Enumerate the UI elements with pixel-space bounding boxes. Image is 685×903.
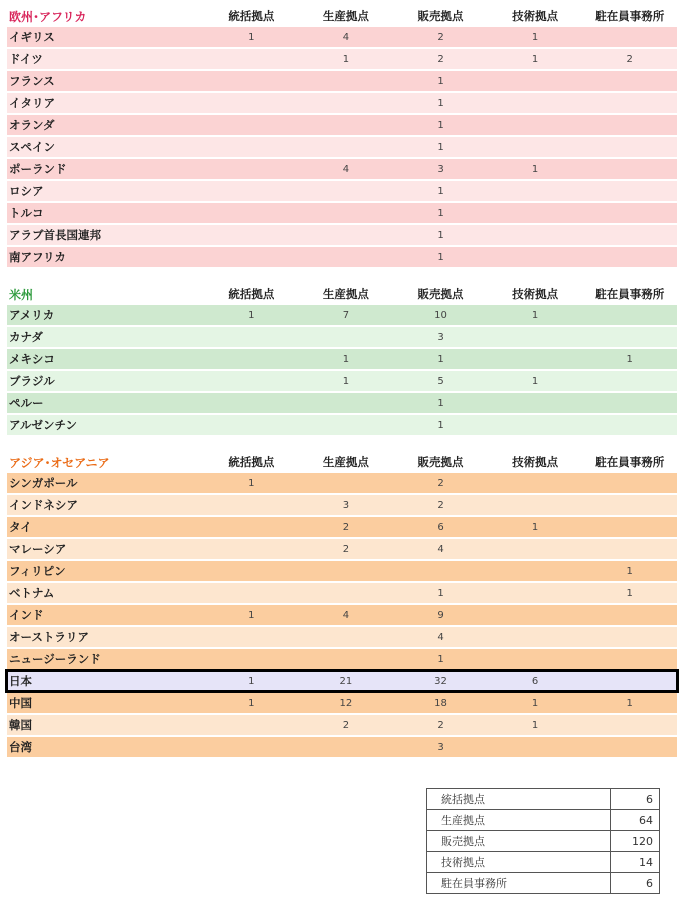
count-cell: 1 [531, 521, 539, 533]
count-cell: 1 [437, 653, 444, 665]
column-header: 統括拠点 [228, 455, 275, 469]
count-cell: 4 [342, 609, 350, 621]
count-cell: 2 [437, 499, 444, 511]
country-row [7, 203, 677, 223]
count-cell: 1 [437, 75, 444, 87]
count-cell: 6 [437, 521, 444, 533]
count-cell: 2 [342, 521, 350, 533]
country-row [7, 693, 677, 713]
country-name: ドイツ [9, 52, 43, 66]
country-row [7, 561, 677, 581]
count-cell: 1 [626, 697, 633, 709]
count-cell: 1 [342, 375, 350, 387]
region-asia-oceania [7, 451, 677, 759]
country-row [7, 225, 677, 245]
column-header: 生産拠点 [322, 9, 369, 23]
column-header: 駐在員事務所 [595, 455, 665, 469]
country-name: オランダ [9, 118, 55, 132]
country-row [7, 495, 677, 515]
count-cell: 2 [626, 53, 633, 65]
country-name: フィリピン [9, 564, 66, 578]
country-name: マレーシア [9, 542, 67, 556]
region-europe-africa [7, 5, 677, 269]
country-name: カナダ [9, 330, 43, 344]
count-cell: 1 [531, 53, 539, 65]
count-cell: 1 [531, 309, 539, 321]
count-cell: 5 [437, 375, 444, 387]
count-cell: 1 [531, 163, 539, 175]
column-header: 駐在員事務所 [595, 9, 665, 23]
country-row [7, 393, 677, 413]
count-cell: 32 [434, 675, 447, 687]
country-name: 南アフリカ [9, 250, 66, 264]
region-title: 米州 [9, 287, 34, 302]
count-cell: 2 [342, 719, 350, 731]
country-name: タイ [9, 520, 32, 534]
count-cell: 1 [248, 609, 255, 621]
count-cell: 1 [437, 119, 444, 131]
country-name: ベトナム [9, 586, 55, 600]
country-name: 台湾 [9, 740, 32, 754]
count-cell: 2 [342, 543, 350, 555]
summary-value: 120 [611, 831, 660, 852]
country-name: メキシコ [9, 352, 55, 366]
country-name: イギリス [9, 30, 55, 44]
country-name: シンガポール [9, 476, 78, 490]
count-cell: 3 [437, 741, 444, 753]
country-row [7, 137, 677, 157]
count-cell: 1 [248, 31, 255, 43]
country-name: アラブ首長国連邦 [9, 228, 101, 242]
count-cell: 2 [437, 53, 444, 65]
count-cell: 1 [248, 697, 255, 709]
column-header: 販売拠点 [417, 287, 464, 301]
summary-label: 統括拠点 [427, 789, 611, 810]
summary-value: 64 [611, 810, 660, 831]
count-cell: 1 [437, 353, 444, 365]
country-name: アメリカ [9, 308, 55, 322]
count-cell: 1 [248, 675, 255, 687]
count-cell: 6 [531, 675, 539, 687]
country-row [7, 737, 677, 757]
summary-row [427, 789, 660, 810]
region-header [7, 451, 677, 473]
count-cell: 1 [626, 587, 633, 599]
summary-label: 駐在員事務所 [427, 873, 611, 894]
summary-row [427, 831, 660, 852]
count-cell: 2 [437, 719, 444, 731]
region-americas [7, 283, 677, 437]
region-title: アジア･オセアニア [9, 455, 110, 470]
country-name: ニュージーランド [9, 652, 101, 666]
count-cell: 1 [248, 309, 255, 321]
region-header [7, 5, 677, 27]
country-name: ペルー [9, 396, 44, 410]
country-row [7, 517, 677, 537]
count-cell: 4 [342, 163, 350, 175]
summary-value: 6 [611, 789, 660, 810]
count-cell: 4 [437, 543, 444, 555]
country-name: ポーランド [9, 162, 67, 176]
country-name: 中国 [9, 696, 32, 710]
country-name: ブラジル [9, 374, 55, 388]
summary-label: 技術拠点 [427, 852, 611, 873]
count-cell: 1 [531, 375, 539, 387]
count-cell: 21 [339, 675, 353, 687]
country-name: インド [9, 608, 44, 622]
column-header: 生産拠点 [322, 455, 369, 469]
summary-row [427, 873, 660, 894]
summary-value: 14 [611, 852, 660, 873]
summary-table [426, 788, 660, 894]
country-row [7, 415, 677, 435]
country-name: スペイン [9, 140, 55, 154]
country-row [7, 371, 677, 391]
column-header: 統括拠点 [228, 287, 275, 301]
column-header: 生産拠点 [322, 287, 369, 301]
count-cell: 2 [437, 477, 444, 489]
count-cell: 4 [342, 31, 350, 43]
count-cell: 2 [437, 31, 444, 43]
summary-value: 6 [611, 873, 660, 894]
country-name: アルゼンチン [9, 418, 77, 432]
country-row [7, 93, 677, 113]
count-cell: 1 [437, 207, 444, 219]
country-row [7, 305, 677, 325]
country-name: ロシア [9, 184, 44, 198]
count-cell: 1 [437, 97, 444, 109]
country-row [7, 115, 677, 135]
count-cell: 1 [437, 229, 444, 241]
count-cell: 7 [342, 309, 350, 321]
country-name: 韓国 [9, 718, 32, 732]
count-cell: 1 [342, 53, 350, 65]
count-cell: 1 [437, 419, 444, 431]
column-header: 統括拠点 [228, 9, 275, 23]
country-row [7, 627, 677, 647]
country-row [7, 181, 677, 201]
count-cell: 1 [531, 719, 539, 731]
country-row [7, 159, 677, 179]
count-cell: 1 [437, 587, 444, 599]
country-row [7, 327, 677, 347]
summary-label: 生産拠点 [427, 810, 611, 831]
country-row [7, 649, 677, 669]
column-header: 販売拠点 [417, 9, 464, 23]
country-row [7, 539, 677, 559]
column-header: 販売拠点 [417, 455, 464, 469]
count-cell: 10 [434, 309, 447, 321]
count-cell: 1 [437, 185, 444, 197]
count-cell: 1 [531, 697, 539, 709]
count-cell: 4 [437, 631, 444, 643]
summary-row [427, 852, 660, 873]
count-cell: 1 [626, 353, 633, 365]
summary-label: 販売拠点 [427, 831, 611, 852]
count-cell: 3 [342, 499, 350, 511]
country-name: トルコ [9, 206, 44, 220]
count-cell: 9 [437, 609, 444, 621]
country-row [7, 605, 677, 625]
column-header: 駐在員事務所 [595, 287, 665, 301]
count-cell: 1 [626, 565, 633, 577]
country-name: インドネシア [9, 498, 78, 512]
count-cell: 1 [437, 397, 444, 409]
country-name: オーストラリア [9, 630, 89, 644]
column-header: 技術拠点 [512, 9, 559, 23]
count-cell: 3 [437, 331, 444, 343]
country-row [7, 583, 677, 603]
country-row [7, 473, 677, 493]
count-cell: 1 [248, 477, 255, 489]
region-header [7, 283, 677, 305]
country-name: フランス [9, 74, 55, 88]
country-name: イタリア [9, 96, 55, 110]
region-title: 欧州･アフリカ [9, 9, 87, 24]
column-header: 技術拠点 [512, 455, 559, 469]
count-cell: 1 [342, 353, 350, 365]
country-name: 日本 [9, 674, 32, 688]
country-row [7, 27, 677, 47]
column-header: 技術拠点 [512, 287, 559, 301]
country-row [7, 247, 677, 267]
count-cell: 12 [339, 697, 353, 709]
count-cell: 1 [437, 141, 444, 153]
count-cell: 18 [434, 697, 447, 709]
country-row [7, 49, 677, 69]
country-row [7, 349, 677, 369]
count-cell: 1 [437, 251, 444, 263]
summary-row [427, 810, 660, 831]
country-row [7, 671, 677, 691]
count-cell: 3 [437, 163, 444, 175]
country-row [7, 71, 677, 91]
country-row [7, 715, 677, 735]
count-cell: 1 [531, 31, 539, 43]
